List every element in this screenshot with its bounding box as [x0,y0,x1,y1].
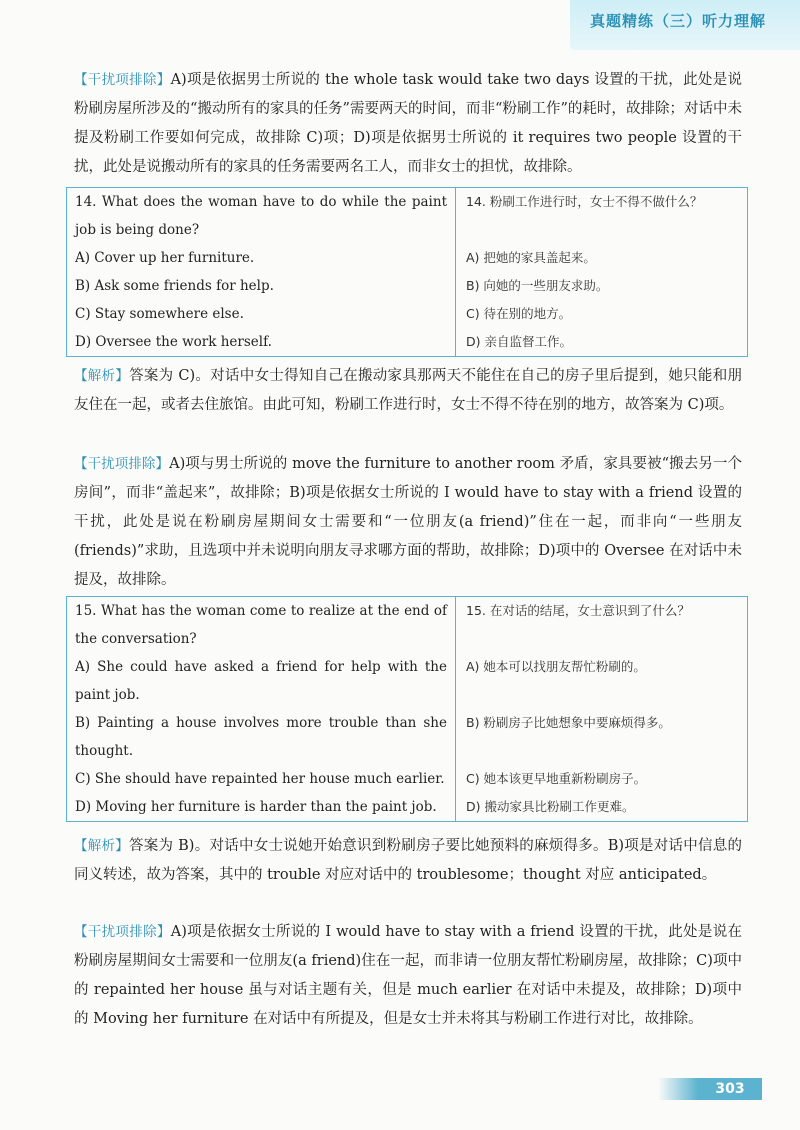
option-c-cn: C) 待在别的地方。 [466,306,572,321]
distractor-tag: 【干扰项排除】 [74,72,171,88]
page-number: 303 [698,1078,762,1100]
distractor-note-13 [74,66,742,182]
analysis-tag: 【解析】 [74,368,130,384]
distractor-tag: 【干扰项排除】 [74,924,171,940]
option-c: C) Stay somewhere else. [75,306,244,322]
option-c-cn: C) 她本该更早地重新粉刷房子。 [466,771,647,786]
question-stem-cn: 15. 在对话的结尾，女士意识到了什么？ [466,603,690,618]
option-d-cn: D) 搬动家具比粉刷工作更难。 [466,799,635,814]
option-d-cn: D) 亲自监督工作。 [466,334,572,349]
option-a: A) She could have asked a friend for help with the paint job. [75,659,447,703]
question-stem: 15. What has the woman come to realize at the end of the conversation? [75,603,447,647]
option-a-cn: A) 把她的家具盖起来。 [466,250,596,265]
distractor-note-15 [74,918,742,1034]
option-a-cn: A) 她本可以找朋友帮忙粉刷的。 [466,659,646,674]
distractor-tag: 【干扰项排除】 [74,456,170,472]
analysis-text: 答案为 C)。对话中女士得知自己在搬动家具那两天不能住在自己的房子里后提到，她只能和朋友住在一起，或者去住旅馆。由此可知，粉刷工作进行时，女士不得不待在别的地方，故答案为 C)项。 [74,368,742,413]
question-stem: 14. What does the woman have to do while the paint job is being done? [75,194,447,238]
question-15-english [67,597,456,821]
distractor-text: A)项是依据女士所说的 I would have to stay with a friend 设置的干扰，此处是说在粉刷房屋期间女士需要和一位朋友(a friend)住在一起，而非请一位朋友帮忙粉刷房屋，故排除；C)项中的 repainted her house 虽与对话主题有关，但是 much earlier 在对话中未提及，故排除；D)项中的 Moving her furniture 在对话中有所提及，但是女士并未将其与粉刷工作进行对比，故排除。 [74,924,743,1027]
question-14-english [67,188,456,356]
question-14-chinese [456,188,747,356]
section-title: 真题精练（三）听力理解 [589,12,766,30]
option-c: C) She should have repainted her house much earlier. [75,771,445,787]
analysis-tag: 【解析】 [74,838,130,854]
option-b-cn: B) 向她的一些朋友求助。 [466,278,609,293]
section-header-tab [570,0,800,50]
question-stem-cn: 14. 粉刷工作进行时，女士不得不做什么？ [466,194,703,209]
question-15-chinese [456,597,747,821]
option-b: B) Painting a house involves more trouble than she thought. [75,715,447,759]
option-b-cn: B) 粉刷房子比她想象中要麻烦得多。 [466,715,671,730]
option-a: A) Cover up her furniture. [75,250,255,266]
option-d: D) Moving her furniture is harder than the paint job. [75,799,437,815]
question-15-table [66,596,748,822]
distractor-note-14 [74,450,742,595]
option-d: D) Oversee the work herself. [75,334,272,350]
distractor-text: A)项是依据男士所说的 the whole task would take two days 设置的干扰，此处是说粉刷房屋所涉及的“搬动所有的家具的任务”需要两天的时间，而非“粉刷工作”的耗时，故排除；对话中未提及粉刷工作要如何完成，故排除 C)项；D)项是依据男士所说的 it requires two people 设置的干扰，此处是说搬动所有的家具的任务需要两名工人，而非女士的担忧，故排除。 [74,72,742,175]
analysis-14 [74,362,742,420]
option-b: B) Ask some friends for help. [75,278,274,294]
analysis-text: 答案为 B)。对话中女士说她开始意识到粉刷房子要比她预料的麻烦得多。B)项是对话中信息的同义转述，故为答案，其中的 trouble 对应对话中的 troublesome；thought 对应 anticipated。 [74,838,743,883]
distractor-text: A)项与男士所说的 move the furniture to another room 矛盾，家具要被“搬去另一个房间”，而非“盖起来”，故排除；B)项是依据女士所说的 I would have to stay with a friend 设置的干扰，此处是说在粉刷房屋期间女士需要和“一位朋友(a friend)”住在一起，而非向“一些朋友(friends)”求助，且选项中并未说明向朋友寻求哪方面的帮助，故排除；D)项中的 Oversee 在对话中未提及，故排除。 [74,456,743,588]
analysis-15 [74,832,742,890]
question-14-table [66,187,748,357]
